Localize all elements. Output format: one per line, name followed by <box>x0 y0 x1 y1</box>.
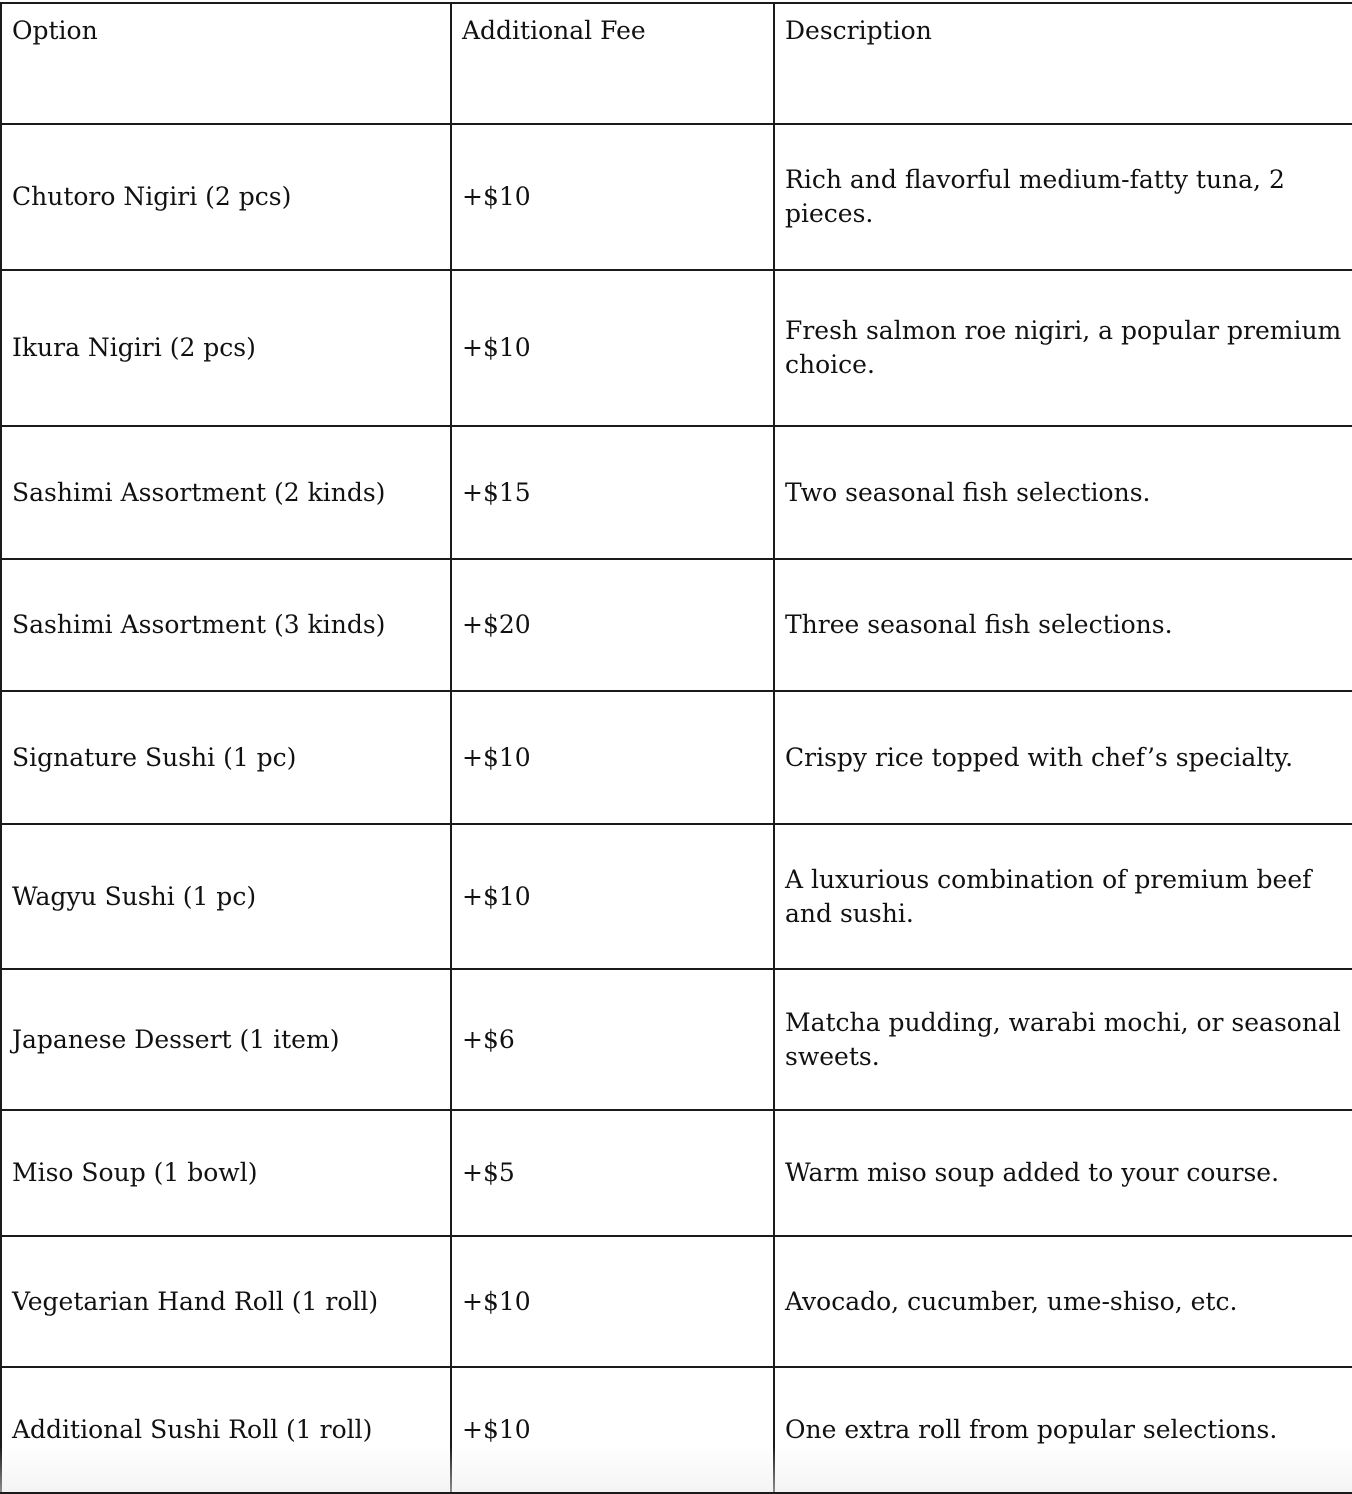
description-cell: Fresh salmon roe nigiri, a popular premium choice. <box>774 270 1352 426</box>
header-option: Option <box>1 3 451 124</box>
table-row <box>1 1236 1352 1367</box>
option-cell: Ikura Nigiri (2 pcs) <box>1 270 451 426</box>
table-row <box>1 824 1352 969</box>
description-cell: Rich and flavorful medium-fatty tuna, 2 pieces. <box>774 124 1352 270</box>
option-cell: Signature Sushi (1 pc) <box>1 691 451 824</box>
table-row <box>1 691 1352 824</box>
fee-cell: +$5 <box>451 1110 774 1236</box>
header-description: Description <box>774 3 1352 124</box>
table-header-row <box>1 3 1352 124</box>
table-row <box>1 270 1352 426</box>
description-cell: A luxurious combination of premium beef and sushi. <box>774 824 1352 969</box>
fee-cell: +$10 <box>451 1367 774 1493</box>
table-row <box>1 559 1352 691</box>
fee-cell: +$6 <box>451 969 774 1110</box>
header-additional-fee: Additional Fee <box>451 3 774 124</box>
option-cell: Vegetarian Hand Roll (1 roll) <box>1 1236 451 1367</box>
description-cell: Warm miso soup added to your course. <box>774 1110 1352 1236</box>
option-cell: Sashimi Assortment (3 kinds) <box>1 559 451 691</box>
fee-cell: +$10 <box>451 124 774 270</box>
option-cell: Wagyu Sushi (1 pc) <box>1 824 451 969</box>
option-cell: Japanese Dessert (1 item) <box>1 969 451 1110</box>
addon-options-table <box>0 2 1352 1494</box>
table-row <box>1 1367 1352 1493</box>
description-cell: Three seasonal fish selections. <box>774 559 1352 691</box>
table-row <box>1 969 1352 1110</box>
option-cell: Sashimi Assortment (2 kinds) <box>1 426 451 559</box>
fee-cell: +$10 <box>451 824 774 969</box>
option-cell: Chutoro Nigiri (2 pcs) <box>1 124 451 270</box>
description-cell: Matcha pudding, warabi mochi, or seasonal sweets. <box>774 969 1352 1110</box>
fee-cell: +$10 <box>451 691 774 824</box>
table-row <box>1 426 1352 559</box>
option-cell: Miso Soup (1 bowl) <box>1 1110 451 1236</box>
description-cell: One extra roll from popular selections. <box>774 1367 1352 1493</box>
option-cell: Additional Sushi Roll (1 roll) <box>1 1367 451 1493</box>
table-row <box>1 1110 1352 1236</box>
description-cell: Crispy rice topped with chef’s specialty. <box>774 691 1352 824</box>
description-cell: Avocado, cucumber, ume-shiso, etc. <box>774 1236 1352 1367</box>
table-row <box>1 124 1352 270</box>
fee-cell: +$10 <box>451 1236 774 1367</box>
description-cell: Two seasonal fish selections. <box>774 426 1352 559</box>
fee-cell: +$15 <box>451 426 774 559</box>
fee-cell: +$20 <box>451 559 774 691</box>
fee-cell: +$10 <box>451 270 774 426</box>
